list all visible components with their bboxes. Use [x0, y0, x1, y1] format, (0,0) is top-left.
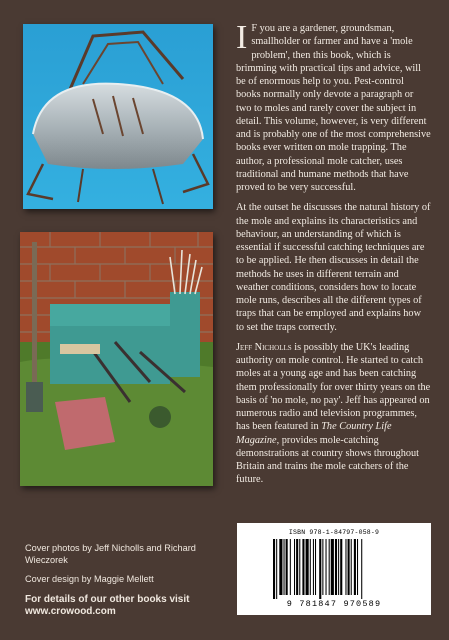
mole-trap-photo: [23, 24, 213, 209]
blurb-paragraph-2: At the outset he discusses the natural history of the mole and explains its characteristics and behaviour, an understanding of which is essential if successful catching techniques are to be applied. He then discusses in detail the methods he uses in different terrain and weather conditions, considers how to locate mole runs, describes all the different types of traps that can be employed and explains how to set the traps correctly.: [236, 202, 431, 333]
barcode-bar: [335, 539, 337, 595]
magazine-title: The Country Life Magazine: [236, 421, 392, 446]
photo-credit: Cover photos by Jeff Nicholls and Richard Wieczorek: [25, 543, 196, 565]
barcode-bar: [273, 539, 275, 599]
barcode-panel: [237, 523, 431, 615]
barcode-bar: [313, 539, 314, 595]
tool-bag-photo: [20, 232, 213, 486]
author-name: Jeff Nicholls: [236, 341, 292, 353]
barcode-bar: [338, 539, 339, 595]
barcode-bar: [294, 539, 295, 595]
barcode-bar: [315, 539, 316, 595]
barcode-bar: [326, 539, 327, 595]
barcode-bar: [357, 539, 358, 595]
barcode-bar: [290, 539, 291, 595]
barcode-bar: [329, 539, 330, 595]
barcode-bar: [340, 539, 342, 595]
barcode-bar: [319, 539, 321, 599]
author-bio-a: is possibly the UK's leading authority on mole control. He started to catch moles at a young age and has been catching them professionally for over thirty years on the basis of 'no mole, no pay'. Jeff has appeared on numerous radio and television programmes, has been featured in: [236, 341, 431, 433]
isbn-label: ISBN 978-1-84797-058-9: [288, 529, 380, 536]
barcode-bar: [299, 539, 300, 595]
barcode-bar: [351, 539, 352, 595]
barcode-bar: [345, 539, 346, 595]
barcode-digits: 9 781847 970589: [286, 599, 382, 609]
barcode-bar: [296, 539, 298, 595]
barcode-bar: [310, 539, 311, 595]
blurb-paragraph-3: [236, 341, 431, 487]
cover-credits: [25, 543, 225, 626]
barcode-bar: [276, 539, 277, 599]
back-cover-blurb: [236, 19, 431, 494]
barcode-bar: [322, 539, 323, 595]
barcode-bar: [302, 539, 304, 595]
barcode-bar: [284, 539, 285, 595]
barcode-icon: [273, 539, 395, 599]
barcode-bar: [361, 539, 362, 599]
barcode-bar: [286, 539, 288, 595]
drop-cap: I: [236, 19, 248, 56]
blurb-paragraph-1-text: F you are a gardener, groundsman, smallholder or farmer and have a 'mole problem', then this book, which is brimming with practical tips and advice, will be of enormous help to you. Pest-control books normally only devote a paragraph or two to moles and rarely cover the subject in detail. This volume, however, is very different and is probably one of the most comprehensive books ever written on mole trapping. The author, a professional mole catcher, uses traditional and humane methods that have proved to be very successful.: [236, 23, 431, 193]
barcode-bar: [331, 539, 334, 595]
design-credit: Cover design by Maggie Mellett: [25, 574, 154, 584]
barcode-bar: [279, 539, 282, 595]
blurb-paragraph-1: [236, 19, 431, 194]
barcode-bar: [306, 539, 309, 595]
barcode-bar: [354, 539, 356, 595]
publisher-link-text: For details of our other books visit www.crowood.com: [25, 593, 190, 617]
barcode-bar: [348, 539, 350, 595]
author-bio-b: , provides mole-catching demonstrations at country shows throughout Britain and trains the mole catchers of the future.: [236, 434, 420, 486]
